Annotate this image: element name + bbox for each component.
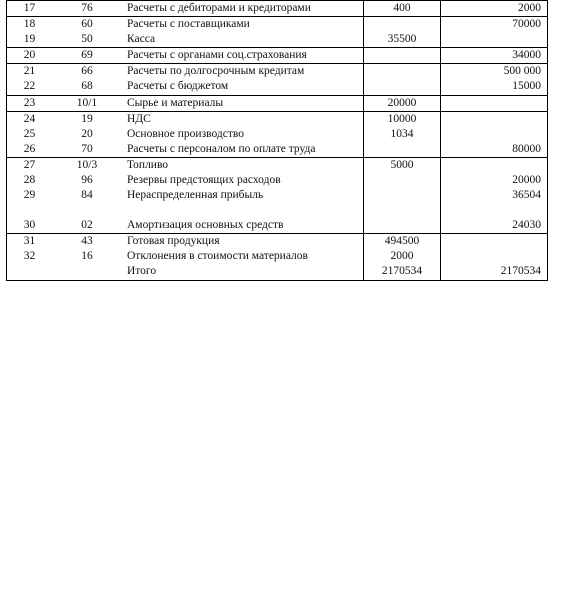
account-code: 68 — [81, 80, 93, 93]
credit-amount — [441, 249, 548, 264]
table-row — [7, 1, 548, 17]
credit-amount — [441, 127, 548, 142]
credit-amount: 70000 — [441, 17, 548, 33]
credit-amount — [441, 157, 548, 173]
row-number: 24 — [7, 111, 53, 127]
account-code: 16 — [81, 250, 93, 263]
account-code: 69 — [52, 48, 122, 64]
table-row — [7, 95, 548, 111]
credit-amount: 2000 — [441, 1, 548, 17]
debit-amount: 5000 — [364, 157, 441, 173]
account-name: Резервы предстоящих расходов — [127, 174, 281, 187]
row-number: 30 — [7, 203, 53, 234]
account-code: 10/3 — [52, 157, 122, 173]
row-number: 21 — [7, 64, 53, 80]
account-name: Касса — [127, 33, 156, 46]
account-code: 60 — [52, 17, 122, 33]
account-name: Расчеты с органами соц.страхования — [122, 48, 364, 64]
row-number: 20 — [7, 48, 53, 64]
credit-amount: 24030 — [441, 203, 548, 234]
account-code: 84 — [81, 189, 93, 202]
account-code: 02 — [81, 219, 93, 232]
row-number: 17 — [7, 1, 53, 17]
table-row — [7, 188, 548, 203]
row-number: 31 — [7, 234, 53, 250]
row-number: 23 — [7, 95, 53, 111]
account-code: 10/1 — [52, 95, 122, 111]
row-number: 22 — [7, 79, 53, 95]
account-code: 50 — [81, 33, 93, 46]
row-number — [7, 264, 53, 280]
debit-amount: 2000 — [364, 249, 441, 264]
credit-amount: 500 000 — [441, 64, 548, 80]
row-number: 18 — [7, 17, 53, 33]
row-number: 19 — [7, 32, 53, 48]
account-code: 43 — [52, 234, 122, 250]
account-code: 76 — [52, 1, 122, 17]
account-name: НДС — [122, 111, 364, 127]
account-name: Отклонения в стоимости материалов — [127, 250, 308, 263]
table-row — [7, 32, 548, 48]
ledger-body — [7, 1, 548, 281]
debit-total: 2170534 — [364, 264, 441, 280]
debit-amount — [364, 142, 441, 158]
account-code — [52, 264, 122, 280]
account-name: Топливо — [122, 157, 364, 173]
account-code: 96 — [81, 174, 93, 187]
table-row — [7, 203, 548, 234]
debit-amount: 20000 — [364, 95, 441, 111]
debit-amount: 10000 — [364, 111, 441, 127]
account-name: Расчеты с поставщиками — [122, 17, 364, 33]
account-code: 70 — [81, 142, 93, 155]
row-number: 27 — [7, 157, 53, 173]
debit-amount: 1034 — [364, 127, 441, 142]
credit-amount — [441, 234, 548, 250]
row-number: 29 — [7, 188, 53, 203]
credit-amount — [441, 111, 548, 127]
debit-amount — [364, 48, 441, 64]
credit-amount — [441, 95, 548, 111]
account-code: 19 — [52, 111, 122, 127]
account-name: Нераспределенная прибыль — [127, 189, 264, 202]
credit-amount: 36504 — [441, 188, 548, 203]
account-code: 20 — [81, 127, 93, 140]
table-row — [7, 157, 548, 173]
table-row — [7, 249, 548, 264]
table-row — [7, 48, 548, 64]
total-row — [7, 264, 548, 280]
row-number: 32 — [7, 249, 53, 264]
account-name: Расчеты по долгосрочным кредитам — [122, 64, 364, 80]
debit-amount: 494500 — [364, 234, 441, 250]
table-row — [7, 79, 548, 95]
debit-amount — [364, 64, 441, 80]
debit-amount — [364, 79, 441, 95]
credit-amount: 34000 — [441, 48, 548, 64]
table-row — [7, 142, 548, 158]
debit-amount — [364, 17, 441, 33]
account-name: Сырье и материалы — [122, 95, 364, 111]
credit-amount: 15000 — [441, 79, 548, 95]
table-row — [7, 17, 548, 33]
debit-amount: 35500 — [364, 32, 441, 48]
credit-amount: 20000 — [441, 173, 548, 188]
table-row — [7, 64, 548, 80]
account-code: 66 — [52, 64, 122, 80]
table-row — [7, 234, 548, 250]
row-number: 28 — [7, 173, 53, 188]
credit-amount: 80000 — [441, 142, 548, 158]
debit-amount — [364, 203, 441, 234]
ledger-table — [6, 0, 548, 281]
account-name: Расчеты с дебиторами и кредиторами — [122, 1, 364, 17]
row-number: 26 — [7, 142, 53, 158]
debit-amount: 400 — [364, 1, 441, 17]
table-row — [7, 173, 548, 188]
account-name: Расчеты с персоналом по оплате труда — [127, 142, 316, 155]
account-name: Амортизация основных средств — [127, 219, 284, 232]
account-name: Готовая продукция — [122, 234, 364, 250]
credit-total: 2170534 — [441, 264, 548, 280]
row-number: 25 — [7, 127, 53, 142]
account-name: Расчеты с бюджетом — [127, 80, 229, 93]
debit-amount — [364, 173, 441, 188]
account-name: Основное производство — [127, 127, 244, 140]
total-label: Итого — [122, 264, 364, 280]
table-row — [7, 111, 548, 127]
credit-amount — [441, 32, 548, 48]
debit-amount — [364, 188, 441, 203]
table-row — [7, 127, 548, 142]
